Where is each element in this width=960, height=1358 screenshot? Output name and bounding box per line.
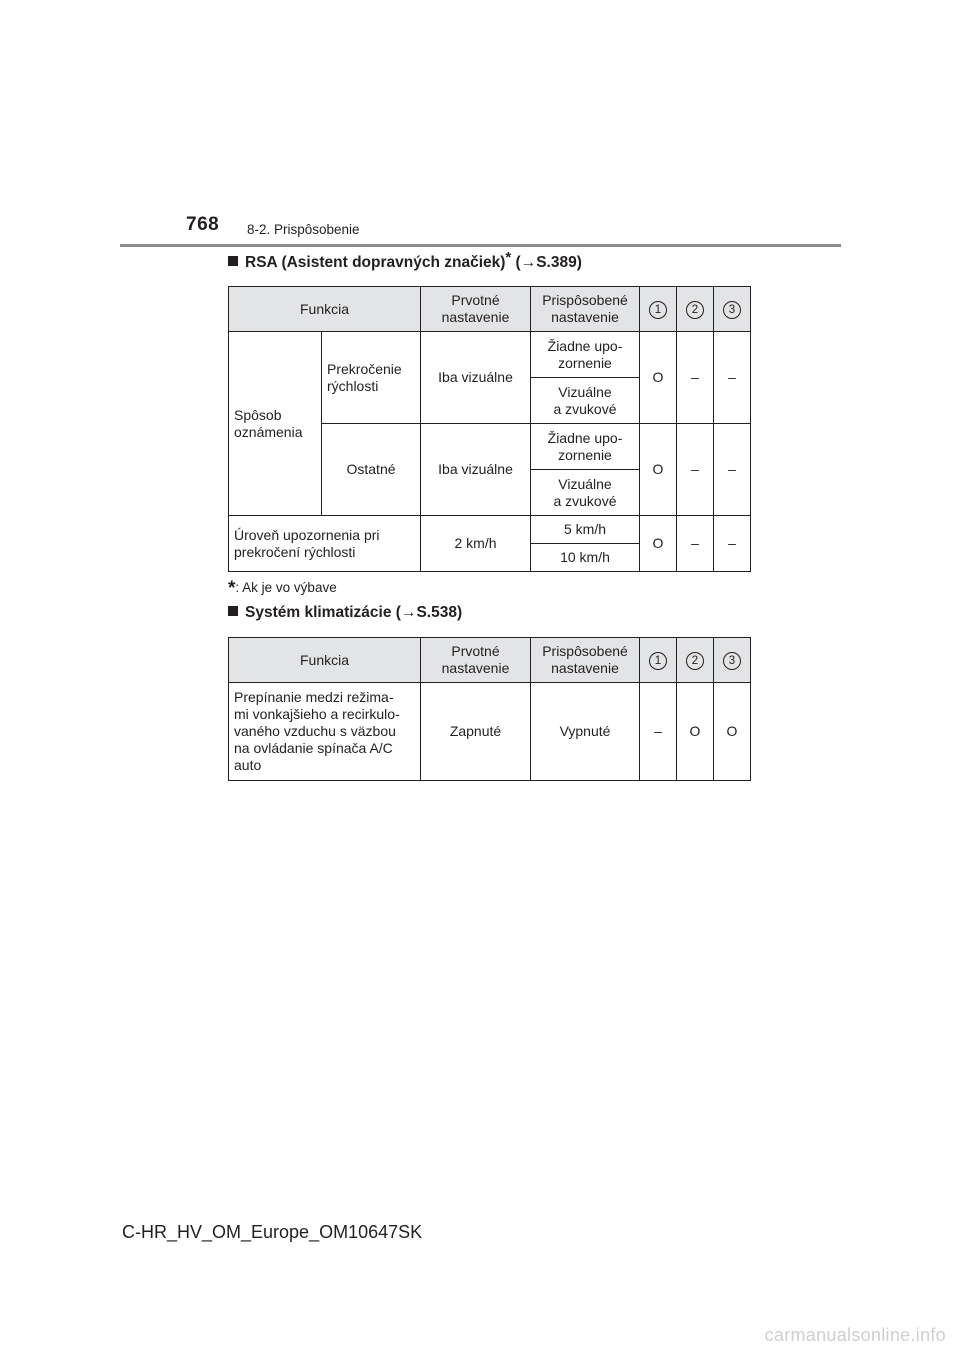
header-circled-2: [677, 638, 714, 683]
ac-settings-table: [228, 637, 751, 781]
cell-mark-2: –: [677, 516, 714, 572]
header-circled-1: [640, 638, 677, 683]
document-code: C-HR_HV_OM_Europe_OM10647SK: [122, 1222, 423, 1242]
footnote: [228, 578, 337, 600]
header-prisposobene: Prispôsobené nastavenie: [531, 287, 640, 332]
footnote-text: : Ak je vo výbave: [235, 580, 337, 595]
page-number: 768: [186, 214, 220, 235]
header-circled-3: [714, 638, 751, 683]
cell-mark-2: –: [677, 424, 714, 516]
cell-mark-1: O: [640, 516, 677, 572]
header-circled-1: [640, 287, 677, 332]
heading-rsa-ref: (→S.389): [511, 254, 582, 271]
cell-default-value: Iba vizuálne: [421, 332, 531, 424]
circled-2-icon: 2: [686, 301, 704, 319]
header-circled-3: [714, 287, 751, 332]
heading-ac: [228, 604, 462, 622]
section-label: 8-2. Prispôsobenie: [247, 222, 360, 237]
cell-mark-1: –: [640, 683, 677, 781]
table-row: [229, 332, 751, 378]
circled-3-icon: 3: [723, 652, 741, 670]
circled-3-icon: 3: [723, 301, 741, 319]
cell-option: Vypnuté: [531, 683, 640, 781]
square-bullet-icon: [228, 256, 238, 266]
footnote-asterisk: *: [228, 578, 236, 599]
heading-ac-title: Systém klimatizácie: [245, 604, 392, 621]
cell-sposob-oznamenia: Spôsob oznámenia: [229, 332, 322, 516]
cell-mark-3: –: [714, 516, 751, 572]
cell-ostatne: Ostatné: [322, 424, 421, 516]
cell-default-value: 2 km/h: [421, 516, 531, 572]
circled-1-icon: 1: [649, 301, 667, 319]
cell-mark-3: O: [714, 683, 751, 781]
cell-prekrocenie: Prekročenie rýchlosti: [322, 332, 421, 424]
table-row: [229, 683, 751, 781]
header-funkcia: Funkcia: [229, 287, 421, 332]
cell-default-value: Zapnuté: [421, 683, 531, 781]
circled-1-icon: 1: [649, 652, 667, 670]
table-header-row: [229, 638, 751, 683]
heading-rsa-title: RSA (Asistent dopravných značiek): [245, 254, 506, 271]
cell-option: 10 km/h: [531, 544, 640, 572]
cell-option: 5 km/h: [531, 516, 640, 544]
cell-option: Žiadne upo- zornenie: [531, 424, 640, 470]
watermark: carmanualsonline.info: [764, 1325, 946, 1345]
cell-uroven-upozornenia: Úroveň upozornenia pri prekročení rýchlosti: [229, 516, 421, 572]
cell-mark-3: –: [714, 424, 751, 516]
rsa-settings-table: [228, 286, 751, 572]
cell-mark-3: –: [714, 332, 751, 424]
table-header-row: [229, 287, 751, 332]
header-prvotne: Prvotné nastavenie: [421, 287, 531, 332]
cell-mark-1: O: [640, 424, 677, 516]
cell-option: Žiadne upo- zornenie: [531, 332, 640, 378]
table-row: [229, 516, 751, 544]
heading-ac-ref: (→S.538): [391, 604, 463, 621]
cell-option: Vizuálne a zvukové: [531, 470, 640, 516]
heading-rsa: [228, 249, 582, 272]
cell-default-value: Iba vizuálne: [421, 424, 531, 516]
header-rule: [120, 244, 841, 247]
header-funkcia: Funkcia: [229, 638, 421, 683]
circled-2-icon: 2: [686, 652, 704, 670]
header-circled-2: [677, 287, 714, 332]
cell-mark-2: –: [677, 332, 714, 424]
header-prisposobene: Prispôsobené nastavenie: [531, 638, 640, 683]
header-prvotne: Prvotné nastavenie: [421, 638, 531, 683]
cell-mark-2: O: [677, 683, 714, 781]
cell-option: Vizuálne a zvukové: [531, 378, 640, 424]
cell-ac-function: Prepínanie medzi režima- mi vonkajšieho a recirkulo- vaného vzduchu s väzbou na ovládanie spínača A/C auto: [229, 683, 421, 781]
cell-mark-1: O: [640, 332, 677, 424]
heading-rsa-asterisk: *: [505, 249, 512, 266]
square-bullet-icon: [228, 606, 238, 616]
